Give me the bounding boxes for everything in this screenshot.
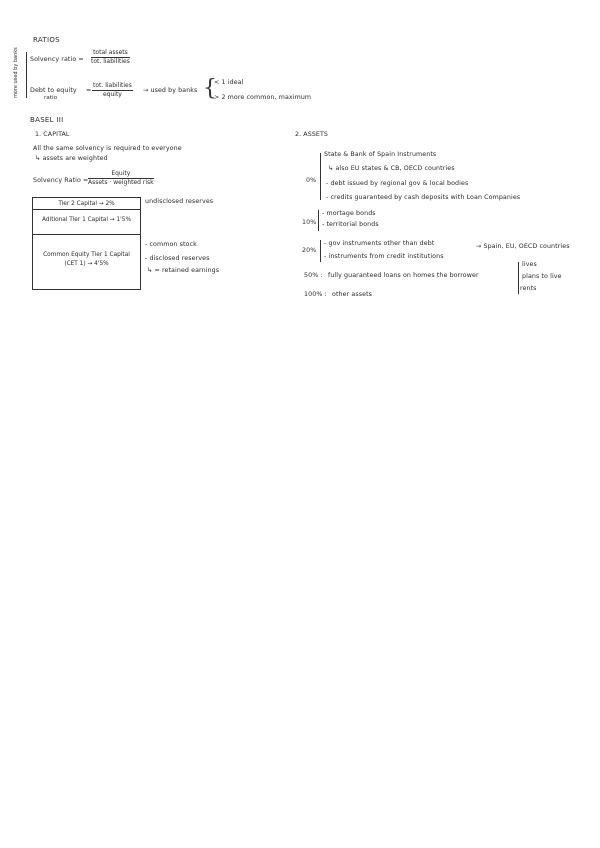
capital-line-1: All the same solvency is required to everyone [33, 145, 182, 152]
solvency-ratio-numerator: total assets [91, 50, 130, 58]
assets-0-item-b: ↳ also EU states & CB, OECD countries [328, 165, 455, 172]
assets-pct-50: 50% : [304, 272, 323, 279]
assets-20-item-b: - instruments from credit institutions [324, 253, 444, 260]
cet1-note-1: - common stock [145, 241, 197, 248]
basel-heading: BASEL III [30, 116, 64, 124]
assets-0-bracket [320, 153, 321, 200]
assets-0-item-c: - debt issued by regional gov & local bodies [326, 180, 469, 187]
debt-equity-label-sub: ratio [44, 95, 58, 101]
debt-equity-used-by: → used by banks [143, 87, 198, 94]
assets-100-item: other assets [332, 291, 373, 298]
ratios-heading: RATIOS [33, 36, 60, 44]
assets-50-item: fully guaranteed loans on homes the borrower [328, 272, 479, 279]
capital-solvency-label: Solvency Ratio = [33, 177, 89, 184]
cet1-cell-line-1: Common Equity Tier 1 Capital [43, 252, 130, 258]
debt-equity-label: Debt to equity [30, 87, 77, 94]
assets-0-item-d: - credits guaranteed by cash deposits with Loan Companies [326, 194, 521, 201]
assets-heading: 2. ASSETS [295, 131, 329, 138]
assets-50-option-2: plans to live [522, 273, 562, 280]
cet1-note-3: ↳ = retained earnings [147, 267, 220, 274]
debt-equity-denominator: equity [102, 91, 122, 98]
assets-pct-100: 100% : [304, 291, 327, 298]
assets-pct-0: 0% [306, 177, 317, 184]
debt-equity-fraction [92, 83, 133, 98]
debt-equity-brace: { [203, 76, 217, 101]
debt-equity-option-2: > 2 more common, maximum [214, 94, 312, 101]
assets-50-option-3: rents [520, 285, 537, 292]
assets-10-item-a: - mortage bonds [322, 210, 376, 217]
assets-10-bracket [318, 210, 319, 231]
assets-20-item-a-note: → Spain, EU, OECD countries [476, 243, 570, 250]
ratios-bracket [26, 52, 27, 98]
tier2-cell: Tier 2 Capital → 2% [58, 201, 115, 207]
capital-solvency-fraction [88, 171, 154, 186]
solvency-ratio-denominator: tot. liabilities [91, 58, 130, 65]
cet1-cell-line-2: (CET 1) → 4'5% [64, 261, 109, 267]
tier2-note: undisclosed reserves [145, 198, 214, 205]
assets-20-bracket [320, 240, 321, 262]
capital-solvency-numerator: Equity [88, 171, 154, 179]
assets-50-bracket [518, 262, 519, 294]
solvency-ratio-label: Solvency ratio = [30, 56, 84, 63]
debt-equity-equals: = [86, 87, 92, 94]
capital-solvency-denominator: Assets · weighted risk [88, 179, 154, 186]
capital-tiers-table [32, 197, 141, 290]
assets-0-item-a: State & Bank of Spain Instruments [324, 151, 437, 158]
debt-equity-option-1: < 1 ideal [214, 79, 244, 86]
capital-heading: 1. CAPITAL [35, 131, 70, 138]
capital-line-2: ↳ assets are weighted [35, 155, 108, 162]
assets-10-item-b: - territorial bonds [322, 221, 379, 228]
assets-pct-20: 20% [302, 247, 317, 254]
ratios-side-note: more used by banks [13, 47, 19, 98]
assets-pct-10: 10% [302, 219, 317, 226]
debt-equity-numerator: tot. liabilities [93, 82, 132, 89]
at1-cell: Aditional Tier 1 Capital → 1'5% [42, 217, 131, 223]
assets-50-option-1: lives [522, 261, 537, 268]
cet1-note-2: - disclosed reserves [145, 255, 210, 262]
solvency-ratio-fraction [91, 50, 130, 65]
assets-20-item-a: - gov instruments other than debt [324, 240, 435, 247]
